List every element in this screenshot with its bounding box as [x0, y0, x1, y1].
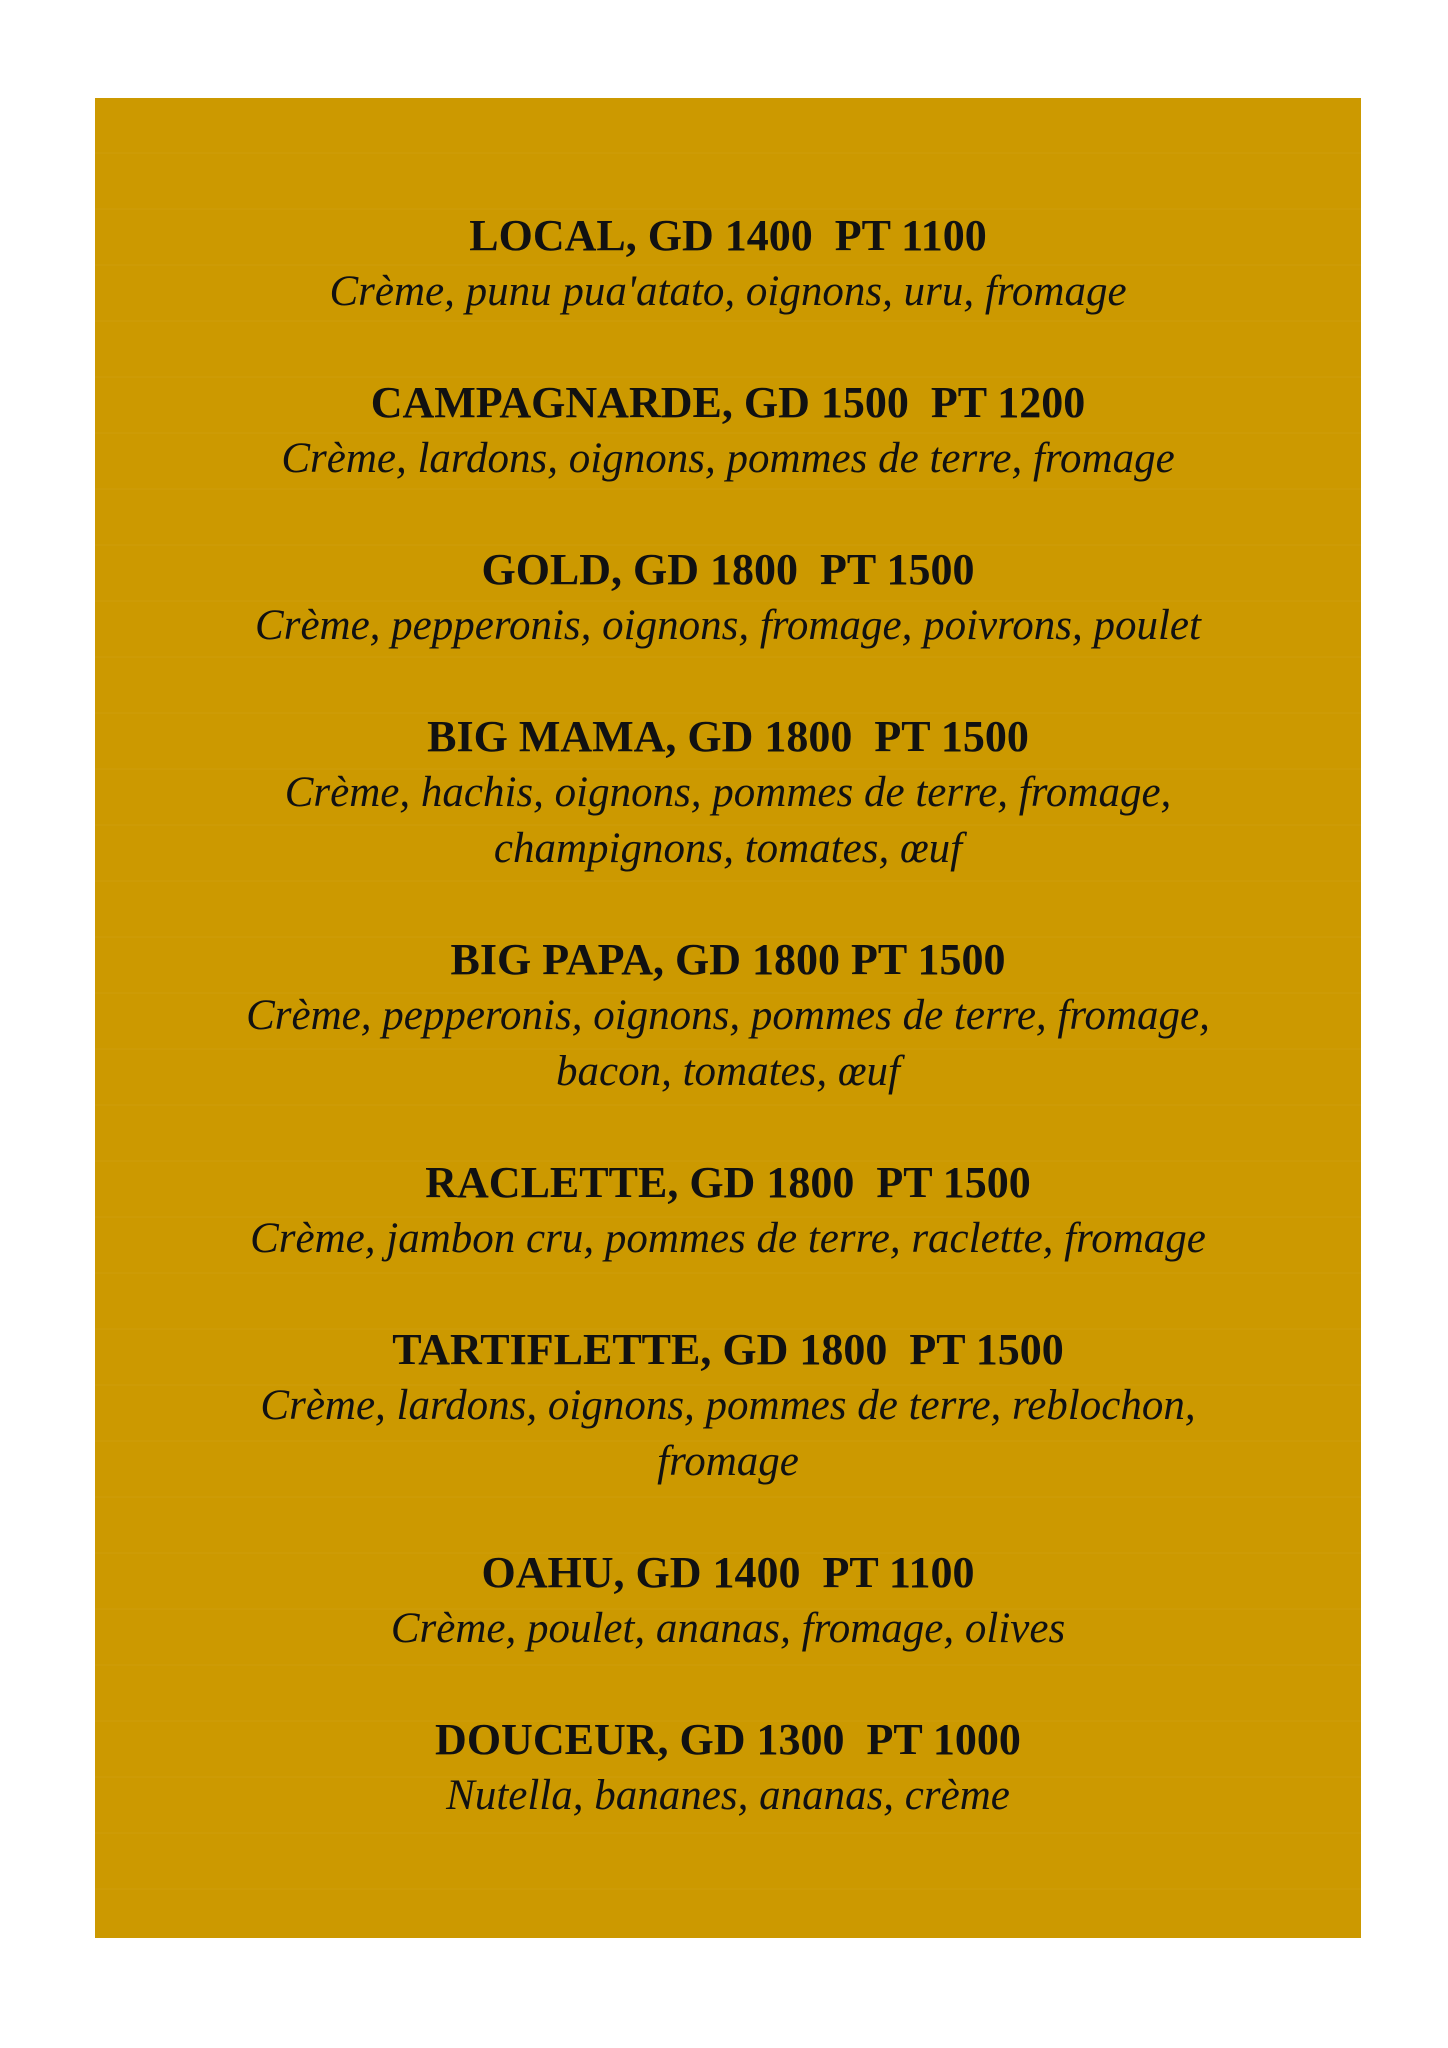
menu-item-description: Crème, pepperonis, oignons, pommes de terre, fromage,	[246, 992, 1210, 1039]
menu-item-name: GOLD, GD 1800 PT 1500	[481, 545, 975, 594]
menu-item-description: bacon, tomates, œuf	[556, 1048, 900, 1095]
menu-item-name: DOUCEUR, GD 1300 PT 1000	[435, 1715, 1021, 1764]
pizza-menu-list	[95, 208, 1361, 1824]
menu-item-description: Crème, lardons, oignons, pommes de terre, fromage	[281, 435, 1175, 482]
menu-item-name: BIG PAPA, GD 1800 PT 1500	[450, 935, 1006, 984]
menu-item-douceur	[95, 1712, 1361, 1824]
menu-item-description: Crème, lardons, oignons, pommes de terre, reblochon,	[260, 1382, 1196, 1429]
menu-item-campagnarde	[95, 375, 1361, 487]
menu-item-big-papa	[95, 932, 1361, 1100]
menu-item-description: Crème, hachis, oignons, pommes de terre, fromage,	[284, 769, 1172, 816]
menu-item-tartiflette	[95, 1322, 1361, 1490]
menu-item-description: Crème, jambon cru, pommes de terre, raclette, fromage	[250, 1215, 1206, 1262]
menu-item-raclette	[95, 1155, 1361, 1267]
menu-item-name: RACLETTE, GD 1800 PT 1500	[425, 1158, 1031, 1207]
menu-item-description: champignons, tomates, œuf	[493, 825, 963, 872]
menu-item-name: OAHU, GD 1400 PT 1100	[481, 1548, 975, 1597]
menu-panel	[95, 98, 1361, 1938]
menu-item-description: Nutella, bananes, ananas, crème	[446, 1772, 1010, 1819]
menu-item-oahu	[95, 1545, 1361, 1657]
menu-item-name: TARTIFLETTE, GD 1800 PT 1500	[392, 1325, 1064, 1374]
menu-item-description: fromage	[657, 1438, 799, 1485]
menu-item-name: BIG MAMA, GD 1800 PT 1500	[427, 712, 1029, 761]
menu-item-description: Crème, poulet, ananas, fromage, olives	[390, 1605, 1066, 1652]
menu-item-gold	[95, 542, 1361, 654]
menu-item-name: CAMPAGNARDE, GD 1500 PT 1200	[370, 378, 1086, 427]
menu-item-big-mama	[95, 709, 1361, 877]
menu-item-local	[95, 208, 1361, 320]
menu-item-name: LOCAL, GD 1400 PT 1100	[469, 211, 987, 260]
menu-item-description: Crème, pepperonis, oignons, fromage, poivrons, poulet	[255, 602, 1201, 649]
menu-item-description: Crème, punu pua'atato, oignons, uru, fromage	[329, 268, 1127, 315]
